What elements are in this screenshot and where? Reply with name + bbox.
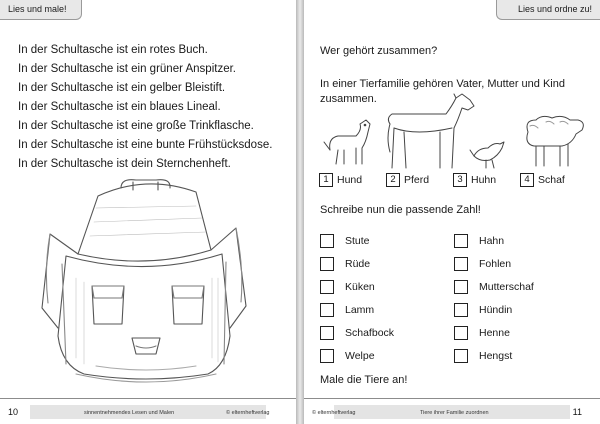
checkbox-label: Welpe bbox=[345, 349, 375, 362]
book-gutter bbox=[296, 0, 304, 424]
right-page-footer bbox=[304, 398, 600, 424]
answer-checkbox[interactable] bbox=[320, 303, 334, 317]
answer-checkbox[interactable] bbox=[454, 303, 468, 317]
answer-checkbox[interactable] bbox=[454, 234, 468, 248]
checkbox-row bbox=[454, 275, 534, 298]
page-number: 10 bbox=[8, 407, 19, 417]
answer-checkbox[interactable] bbox=[454, 326, 468, 340]
answer-checkbox[interactable] bbox=[320, 257, 334, 271]
sentence-line: In der Schultasche ist eine große Trinkflasche. bbox=[18, 120, 254, 132]
sentence-line: In der Schultasche ist ein rotes Buch. bbox=[18, 44, 208, 56]
animal-number: 4 bbox=[520, 173, 534, 187]
answer-checkbox[interactable] bbox=[320, 326, 334, 340]
checkbox-label: Küken bbox=[345, 280, 375, 293]
answer-checkbox[interactable] bbox=[320, 349, 334, 363]
sentence-line: In der Schultasche ist ein grüner Anspitzer. bbox=[18, 63, 236, 75]
checkbox-row bbox=[320, 298, 394, 321]
right-page bbox=[304, 0, 600, 424]
animal-name: Huhn bbox=[471, 173, 497, 186]
checkbox-column-right bbox=[454, 229, 534, 367]
checkbox-row bbox=[454, 344, 534, 367]
intro-text: In einer Tierfamilie gehören Vater, Mutter und Kind zusammen. bbox=[320, 78, 565, 105]
checkbox-row bbox=[320, 275, 394, 298]
checkbox-label: Fohlen bbox=[479, 257, 512, 270]
left-page bbox=[0, 0, 296, 424]
checkbox-label: Schafbock bbox=[345, 326, 395, 339]
instruction-text: Schreibe nun die passende Zahl! bbox=[320, 204, 481, 216]
sentence-line: In der Schultasche ist ein gelber Bleistift. bbox=[18, 82, 226, 94]
footer-title: Tiere ihrer Familie zuordnen bbox=[420, 410, 489, 416]
chicken-illustration bbox=[470, 142, 504, 168]
checkbox-label: Stute bbox=[345, 234, 370, 247]
checkbox-row bbox=[320, 344, 394, 367]
animal-name: Pferd bbox=[404, 173, 430, 186]
sheep-illustration bbox=[527, 116, 583, 166]
answer-checkbox[interactable] bbox=[320, 234, 334, 248]
closing-instruction: Male die Tiere an! bbox=[320, 374, 408, 386]
question-heading: Wer gehört zusammen? bbox=[320, 45, 438, 57]
checkbox-label: Henne bbox=[479, 326, 510, 339]
checkbox-label: Hahn bbox=[479, 234, 505, 247]
answer-checkbox[interactable] bbox=[454, 349, 468, 363]
footer-title: sinnentnehmendes Lesen und Malen bbox=[84, 410, 175, 416]
checkbox-row bbox=[320, 252, 394, 275]
checkbox-label: Hündin bbox=[479, 303, 513, 316]
animal-name: Schaf bbox=[538, 173, 565, 186]
checkbox-label: Mutterschaf bbox=[479, 280, 534, 293]
checkbox-row bbox=[320, 229, 394, 252]
checkbox-label: Hengst bbox=[479, 349, 513, 362]
checkbox-row bbox=[320, 321, 394, 344]
footer-publisher: © elternheftverlag bbox=[312, 410, 356, 416]
animal-number: 1 bbox=[319, 173, 333, 187]
right-page-tab: Lies und ordne zu! bbox=[496, 0, 600, 20]
animal-name: Hund bbox=[337, 173, 363, 186]
checkbox-label: Rüde bbox=[345, 257, 371, 270]
animal-label bbox=[453, 173, 496, 187]
sentence-list bbox=[18, 41, 272, 174]
animal-number: 3 bbox=[453, 173, 467, 187]
checkbox-label: Lamm bbox=[345, 303, 375, 316]
animal-label bbox=[319, 173, 362, 187]
animal-label bbox=[386, 173, 429, 187]
animal-number: 2 bbox=[386, 173, 400, 187]
checkbox-row bbox=[454, 321, 534, 344]
checkbox-row bbox=[454, 298, 534, 321]
answer-checkbox[interactable] bbox=[454, 280, 468, 294]
sentence-line: In der Schultasche ist ein blaues Lineal. bbox=[18, 101, 221, 113]
sentence-line: In der Schultasche ist dein Sternchenheft. bbox=[18, 158, 231, 170]
horse-illustration bbox=[388, 94, 474, 168]
checkbox-column-left bbox=[320, 229, 394, 367]
checkbox-row bbox=[454, 252, 534, 275]
checkbox-row bbox=[454, 229, 534, 252]
footer-publisher: © elternheftverlag bbox=[226, 410, 270, 416]
dog-illustration bbox=[324, 120, 370, 164]
animal-label bbox=[520, 173, 565, 187]
left-page-footer bbox=[0, 398, 296, 424]
answer-checkbox[interactable] bbox=[320, 280, 334, 294]
page-number: 11 bbox=[572, 407, 582, 417]
sentence-line: In der Schultasche ist eine bunte Frühstücksdose. bbox=[18, 139, 273, 151]
left-page-tab: Lies und male! bbox=[0, 0, 82, 20]
answer-checkbox[interactable] bbox=[454, 257, 468, 271]
school-bag-drawing bbox=[36, 178, 256, 388]
animal-illustrations bbox=[316, 92, 586, 172]
